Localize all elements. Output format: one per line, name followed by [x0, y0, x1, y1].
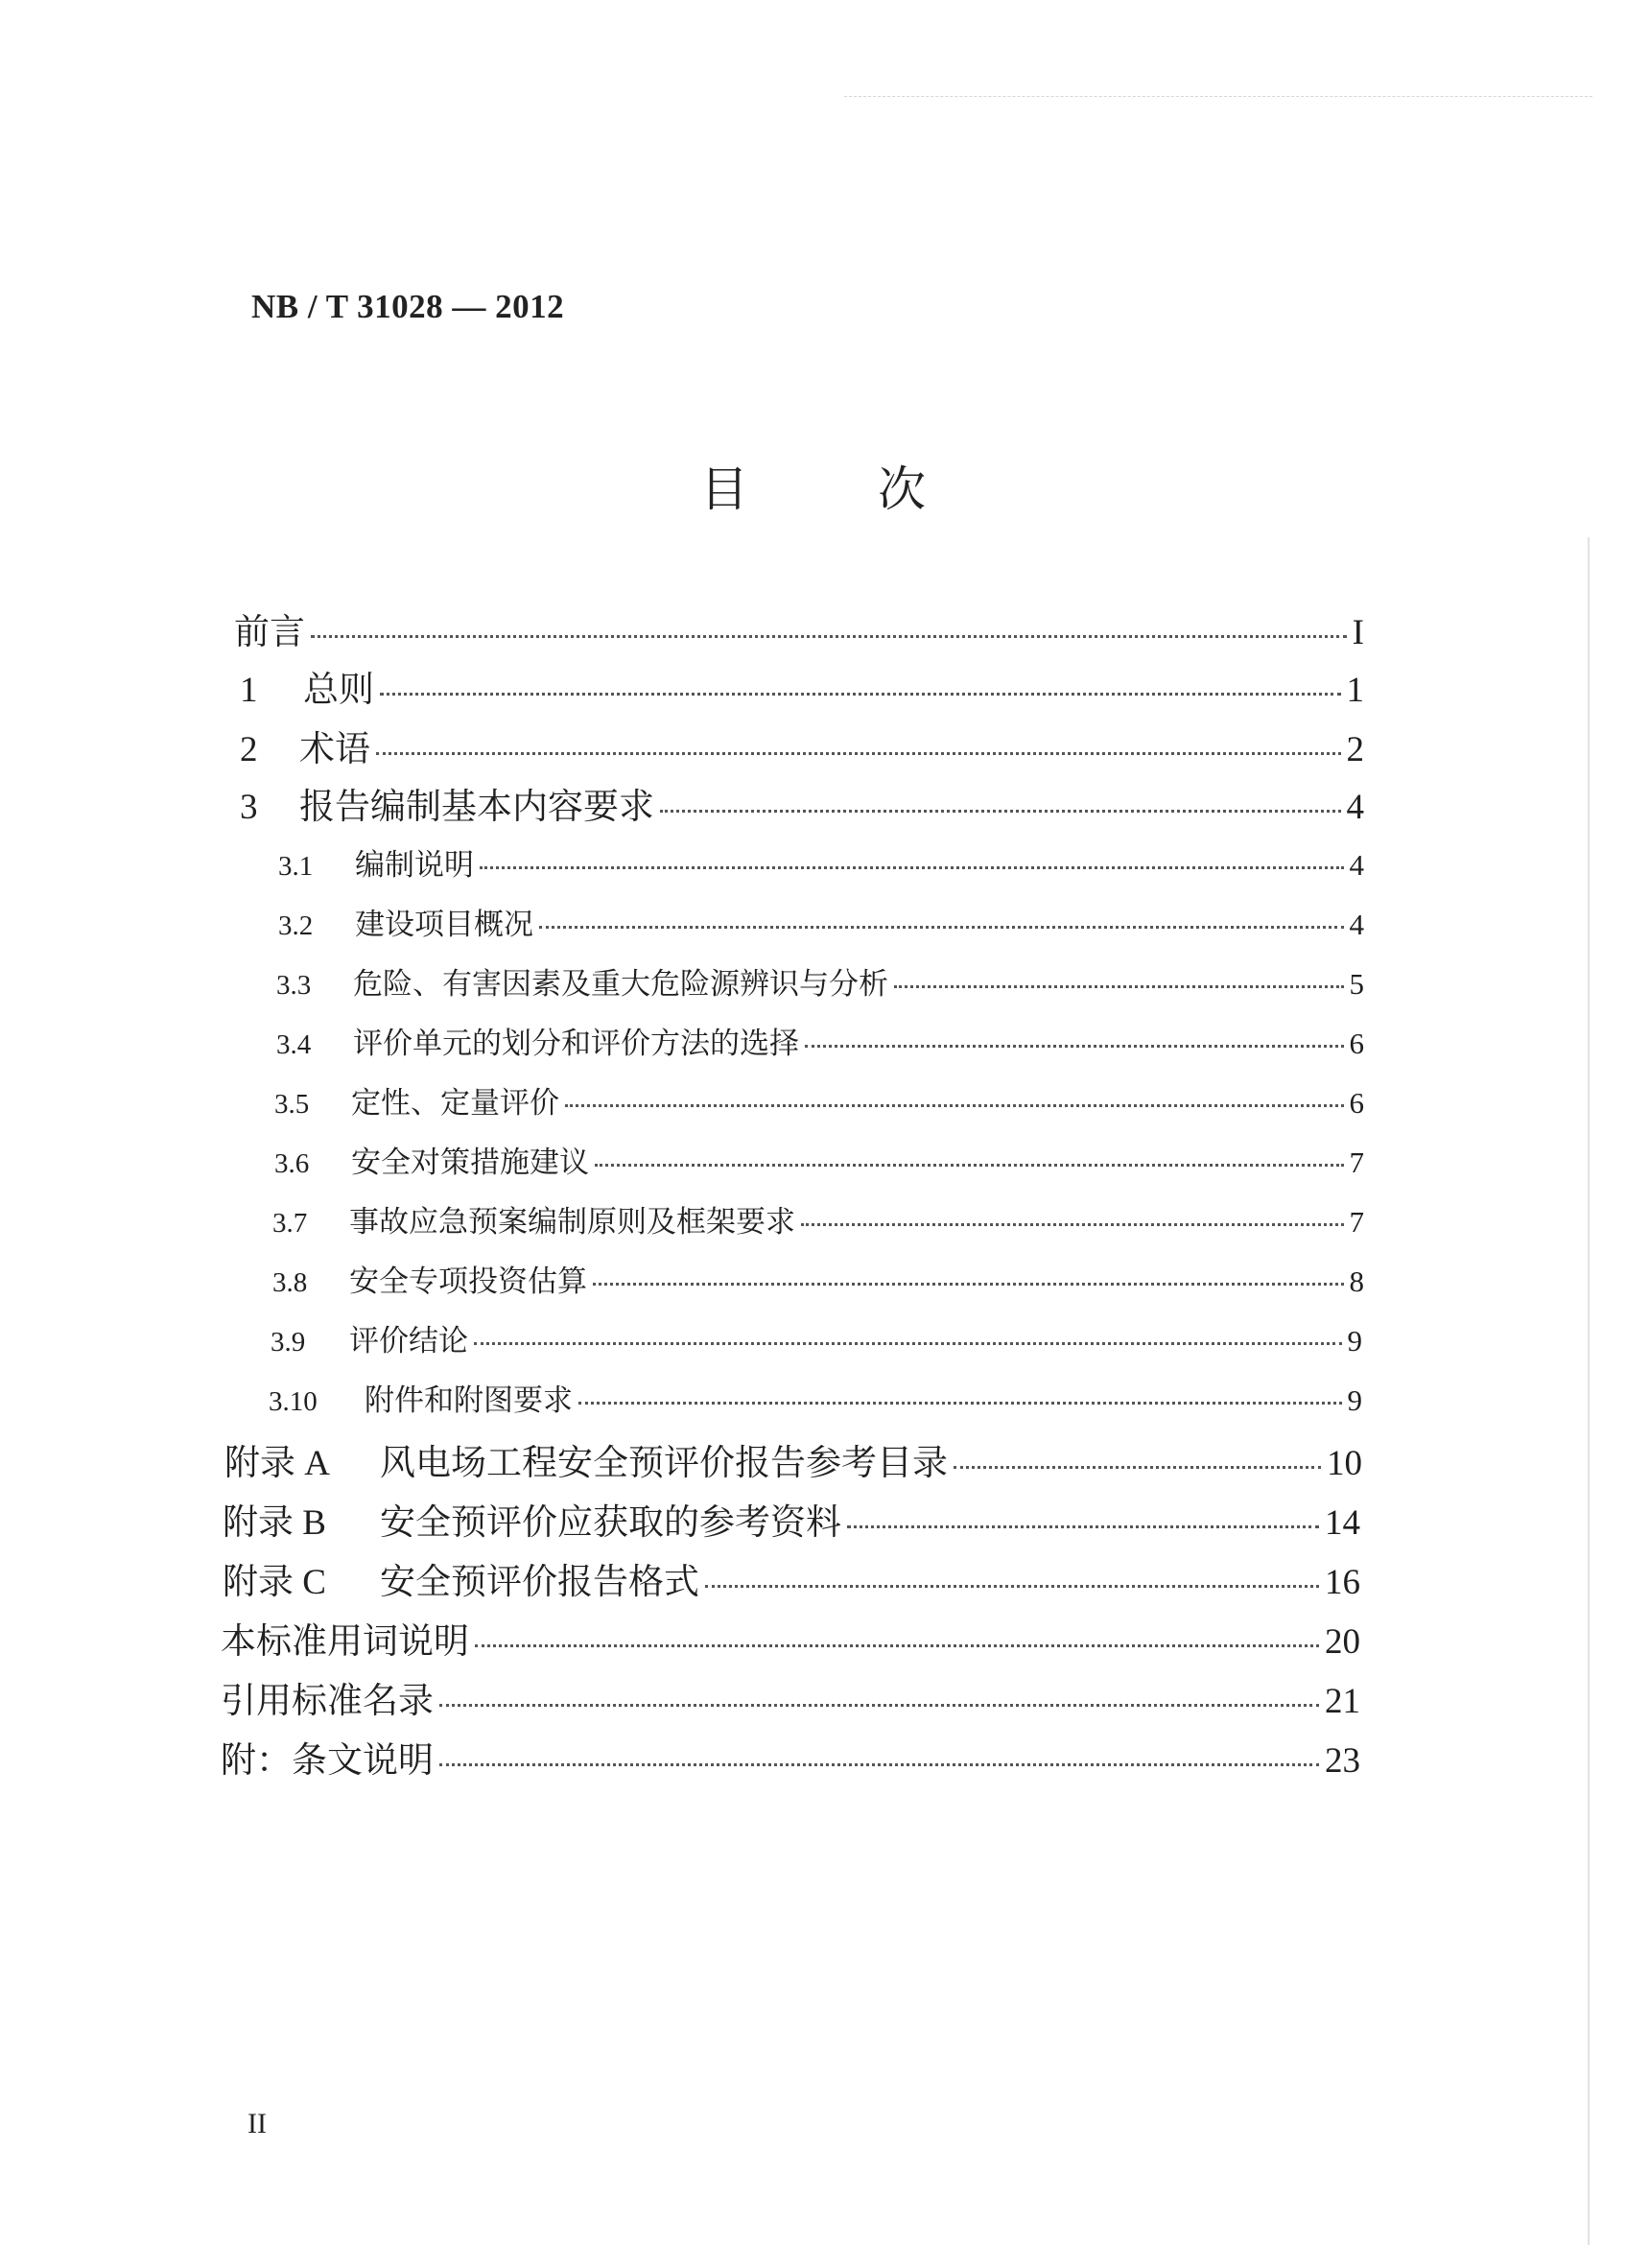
toc-entry-label: 编制说明 — [355, 848, 474, 883]
toc-entry-page: I — [1352, 613, 1364, 652]
toc-entry-page: 10 — [1327, 1444, 1362, 1483]
toc-entry-1[interactable] — [240, 660, 1364, 712]
toc-leader-dots — [565, 1104, 1344, 1107]
toc-entry-label: 风电场工程安全预评价报告参考目录 — [380, 1442, 948, 1483]
toc-entry-page: 6 — [1349, 1086, 1364, 1120]
toc-entry-label: 评价结论 — [349, 1324, 468, 1358]
toc-leader-dots — [801, 1223, 1344, 1226]
toc-entry-3-1[interactable] — [278, 840, 1364, 884]
toc-entry-number: 3.5 — [274, 1089, 310, 1120]
toc-entry-number: 附录 A — [224, 1444, 330, 1483]
toc-entry-number: 附录 B — [223, 1503, 326, 1543]
toc-entry-3-7[interactable] — [272, 1197, 1364, 1240]
toc-leader-dots — [578, 1402, 1342, 1405]
toc-entry-appendix-b[interactable] — [223, 1493, 1360, 1545]
toc-entry-appendix-a[interactable] — [224, 1433, 1362, 1485]
toc-entry-label: 报告编制基本内容要求 — [299, 786, 654, 827]
toc-entry-number: 1 — [240, 671, 258, 710]
toc-entry-appendix-c[interactable] — [223, 1552, 1360, 1604]
toc-leader-dots — [439, 1763, 1319, 1766]
toc-entry-wording[interactable] — [221, 1612, 1360, 1664]
toc-entry-page: 4 — [1349, 848, 1364, 882]
toc-title-char-1: 目 — [700, 461, 748, 517]
toc-entry-number: 3.4 — [276, 1029, 312, 1060]
toc-entry-page: 2 — [1346, 730, 1364, 769]
toc-entry-number: 3.10 — [269, 1386, 318, 1417]
toc-entry-references[interactable] — [221, 1671, 1360, 1723]
toc-leader-dots — [376, 752, 1341, 755]
page-number: II — [247, 2108, 267, 2139]
toc-entry-preface[interactable] — [234, 602, 1364, 654]
toc-entry-number: 3.2 — [278, 910, 314, 941]
toc-leader-dots — [894, 985, 1344, 988]
toc-leader-dots — [474, 1342, 1342, 1345]
toc-leader-dots — [311, 635, 1347, 638]
toc-entry-3-2[interactable] — [278, 900, 1364, 943]
toc-entry-page: 1 — [1346, 671, 1364, 710]
toc-entry-label: 危险、有害因素及重大危险源辨识与分析 — [353, 967, 888, 1002]
toc-entry-number: 3.7 — [272, 1208, 308, 1239]
toc-entry-page: 20 — [1325, 1622, 1360, 1662]
toc-entry-label: 建设项目概况 — [355, 908, 533, 942]
toc-entry-page: 14 — [1325, 1503, 1360, 1543]
toc-leader-dots — [660, 810, 1341, 813]
toc-leader-dots — [847, 1525, 1319, 1528]
toc-entry-page: 8 — [1349, 1264, 1364, 1298]
toc-entry-page: 5 — [1349, 967, 1364, 1001]
toc-entry-number: 3.8 — [272, 1267, 308, 1298]
toc-leader-dots — [593, 1283, 1344, 1286]
toc-entry-label: 评价单元的划分和评价方法的选择 — [353, 1027, 799, 1061]
toc-entry-page: 7 — [1349, 1146, 1364, 1179]
toc-entry-number: 3.1 — [278, 851, 314, 882]
toc-entry-page: 16 — [1325, 1563, 1360, 1602]
toc-entry-page: 6 — [1349, 1027, 1364, 1060]
toc-entry-page: 21 — [1325, 1682, 1360, 1721]
toc-entry-3-9[interactable] — [271, 1316, 1362, 1359]
toc-entry-commentary[interactable] — [221, 1731, 1360, 1783]
toc-entry-number: 3.6 — [274, 1148, 310, 1179]
toc-title-char-2: 次 — [878, 461, 926, 517]
toc-entry-number: 3.9 — [271, 1327, 306, 1358]
toc-entry-label: 术语 — [299, 728, 370, 769]
toc-leader-dots — [439, 1704, 1319, 1707]
toc-leader-dots — [480, 866, 1344, 869]
toc-entry-label: 安全预评价报告格式 — [380, 1561, 699, 1602]
toc-entry-label: 总则 — [303, 669, 374, 710]
toc-entry-number: 3.3 — [276, 970, 312, 1001]
toc-entry-3-5[interactable] — [274, 1078, 1364, 1122]
toc-leader-dots — [954, 1466, 1321, 1469]
toc-entry-3-6[interactable] — [274, 1138, 1364, 1181]
toc-leader-dots — [539, 926, 1344, 929]
toc-entry-label: 安全对策措施建议 — [351, 1146, 589, 1180]
toc-entry-page: 4 — [1346, 788, 1364, 827]
toc-leader-dots — [595, 1164, 1344, 1167]
toc-entry-label: 附：条文说明 — [221, 1739, 434, 1781]
toc-entry-3-8[interactable] — [272, 1257, 1364, 1300]
toc-entry-2[interactable] — [240, 720, 1364, 771]
toc-leader-dots — [805, 1045, 1344, 1048]
toc-entry-3[interactable] — [240, 777, 1364, 829]
toc-entry-number: 2 — [240, 730, 258, 769]
toc-entry-3-10[interactable] — [269, 1376, 1362, 1419]
toc-entry-label: 引用标准名录 — [221, 1680, 434, 1721]
toc-entry-label: 本标准用词说明 — [221, 1620, 469, 1662]
toc-entry-label: 事故应急预案编制原则及框架要求 — [349, 1205, 795, 1240]
toc-entry-page: 23 — [1325, 1741, 1360, 1781]
toc-entry-page: 7 — [1349, 1205, 1364, 1239]
toc-entry-label: 定性、定量评价 — [351, 1086, 559, 1121]
toc-entry-number: 附录 C — [223, 1563, 326, 1602]
toc-entry-number: 3 — [240, 788, 258, 827]
toc-entry-label: 安全预评价应获取的参考资料 — [380, 1501, 841, 1543]
toc-entry-page: 9 — [1347, 1324, 1362, 1358]
toc-leader-dots — [475, 1644, 1319, 1647]
toc-leader-dots — [705, 1585, 1319, 1588]
toc-entry-page: 4 — [1349, 908, 1364, 941]
toc-entry-label: 前言 — [234, 611, 305, 652]
toc-entry-label: 安全专项投资估算 — [349, 1264, 587, 1299]
toc-entry-3-3[interactable] — [276, 959, 1364, 1003]
toc-leader-dots — [380, 693, 1341, 696]
toc-entry-page: 9 — [1347, 1383, 1362, 1417]
toc-entry-3-4[interactable] — [276, 1019, 1364, 1062]
toc-entry-label: 附件和附图要求 — [365, 1383, 573, 1418]
standard-code: NB / T 31028 — 2012 — [251, 288, 565, 325]
